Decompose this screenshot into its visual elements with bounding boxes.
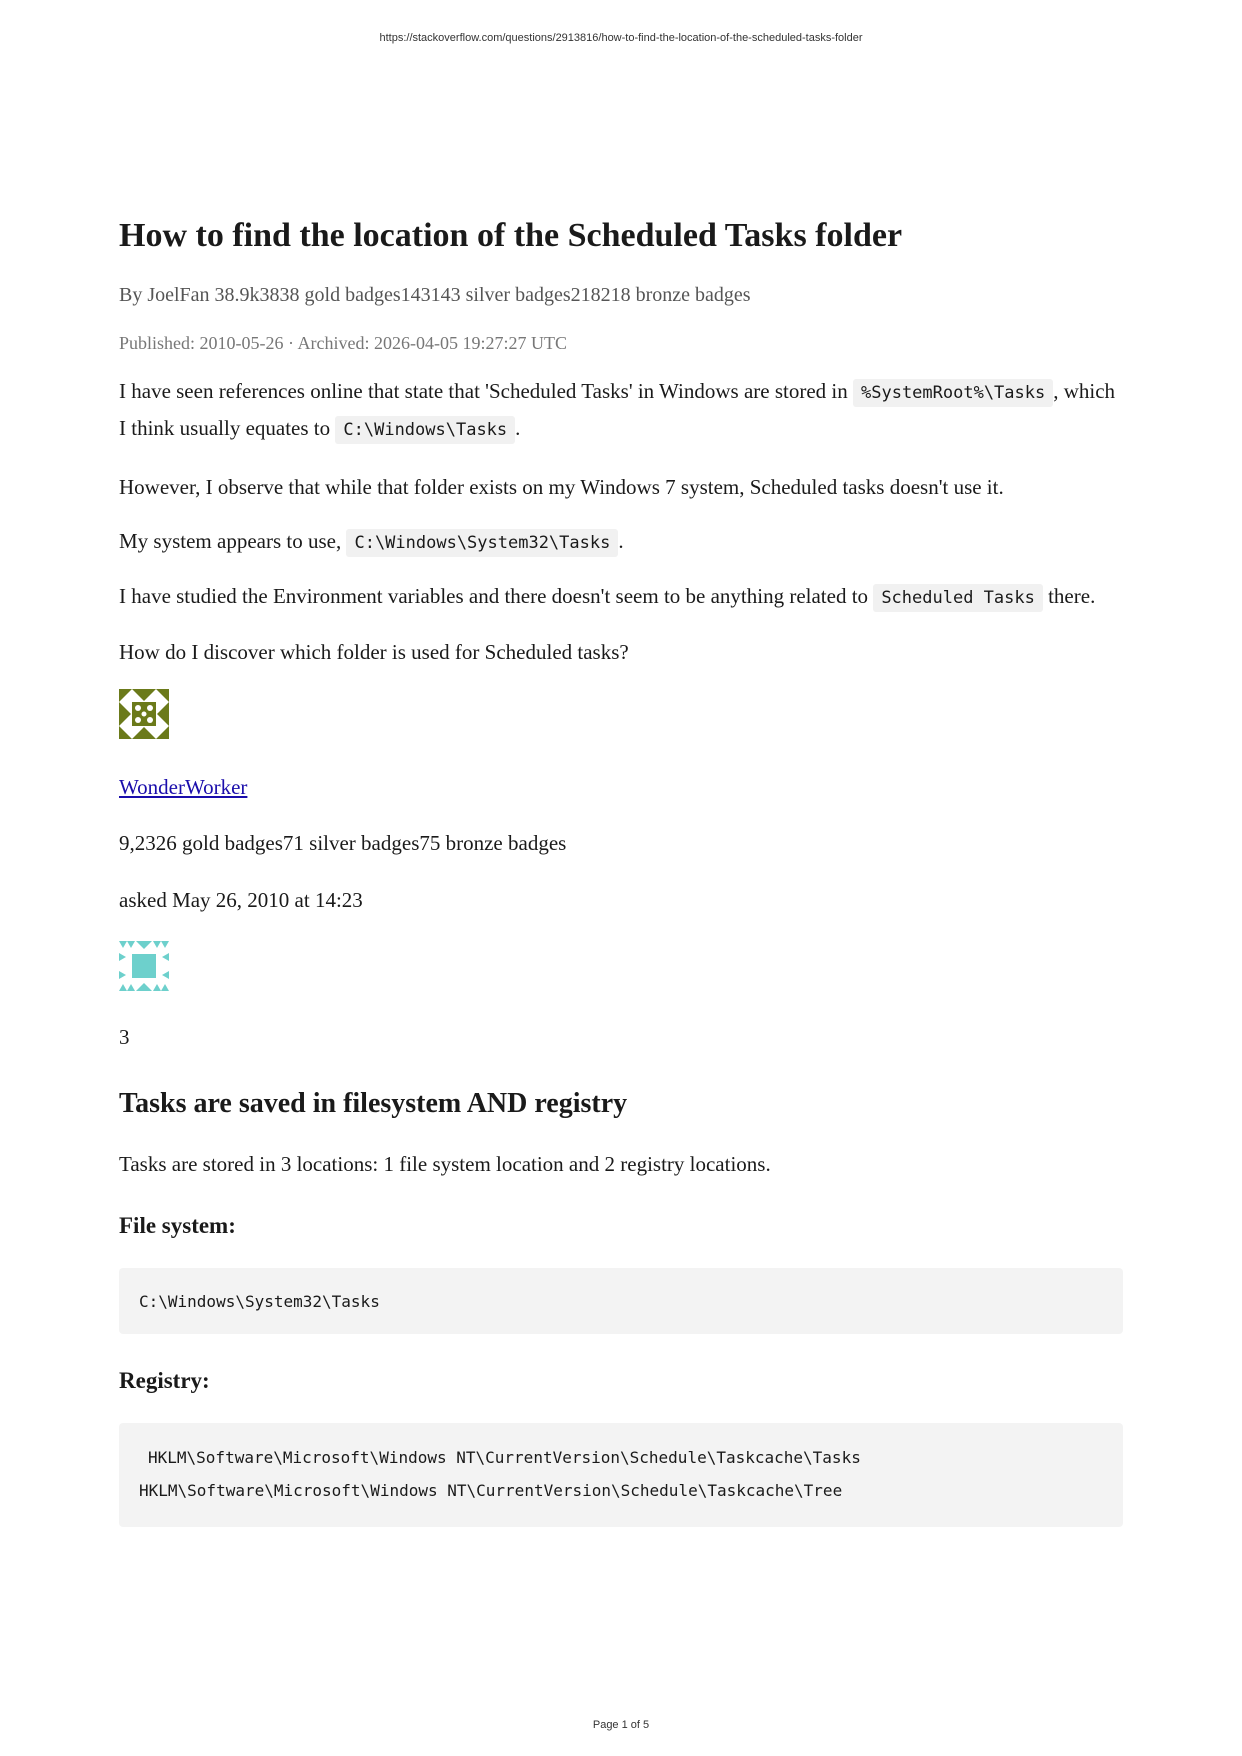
question-paragraph: However, I observe that while that folder exists on my Windows 7 system, Scheduled tasks doesn't use it. <box>119 475 1004 499</box>
answer-heading: Tasks are saved in filesystem AND registry <box>119 1088 628 1119</box>
published-date: Published: 2010-05-26 · Archived: 2026-04-05 19:27:27 UTC <box>119 333 567 353</box>
question-paragraph <box>119 579 1123 616</box>
asked-timestamp: asked May 26, 2010 at 14:23 <box>119 888 363 912</box>
answer-vote-count: 3 <box>119 1025 130 1049</box>
article <box>119 214 1123 1527</box>
filesystem-heading: File system: <box>119 1213 236 1238</box>
paragraph-text: I have seen references online that state that 'Scheduled Tasks' in Windows are stored in <box>119 379 853 403</box>
author-byline: By JoelFan 38.9k3838 gold badges143143 silver badges218218 bronze badges <box>119 284 751 306</box>
answer-intro: Tasks are stored in 3 locations: 1 file system location and 2 registry locations. <box>119 1152 771 1176</box>
question-paragraph: How do I discover which folder is used for Scheduled tasks? <box>119 640 629 664</box>
code-line: C:\Windows\System32\Tasks <box>139 1292 380 1311</box>
inline-code: C:\Windows\System32\Tasks <box>346 529 618 557</box>
code-line: HKLM\Software\Microsoft\Windows NT\CurrentVersion\Schedule\Taskcache\Tasks <box>148 1448 861 1467</box>
paragraph-text: My system appears to use, <box>119 529 347 553</box>
page-number: Page 1 of 5 <box>592 1719 650 1731</box>
paragraph-text: . <box>618 529 624 553</box>
user-avatar-identicon <box>119 689 169 739</box>
page-url: https://stackoverflow.com/questions/2913816/how-to-find-the-location-of-the-scheduled-tasks-folder <box>379 32 863 44</box>
registry-code-block <box>119 1423 1123 1527</box>
filesystem-code-block <box>119 1268 1123 1334</box>
paragraph-text: I have studied the Environment variables and there doesn't seem to be anything related to <box>119 584 874 608</box>
question-title: How to find the location of the Scheduled Tasks folder <box>119 217 903 254</box>
user-badges: 9,2326 gold badges71 silver badges75 bronze badges <box>119 831 567 855</box>
answerer-avatar-identicon <box>119 941 169 991</box>
registry-heading: Registry: <box>119 1368 210 1393</box>
author-link[interactable]: WonderWorker <box>119 775 248 799</box>
inline-code: %SystemRoot%\Tasks <box>853 379 1053 407</box>
question-paragraph <box>119 374 1123 448</box>
inline-code: C:\Windows\Tasks <box>335 416 515 444</box>
question-paragraph <box>119 524 1123 561</box>
code-line: HKLM\Software\Microsoft\Windows NT\CurrentVersion\Schedule\Taskcache\Tree <box>139 1481 843 1500</box>
paragraph-text: . <box>515 416 521 440</box>
paragraph-text: there. <box>1042 584 1096 608</box>
paragraph-text: , which I think usually equates to <box>119 379 1116 440</box>
inline-code: Scheduled Tasks <box>873 584 1043 612</box>
